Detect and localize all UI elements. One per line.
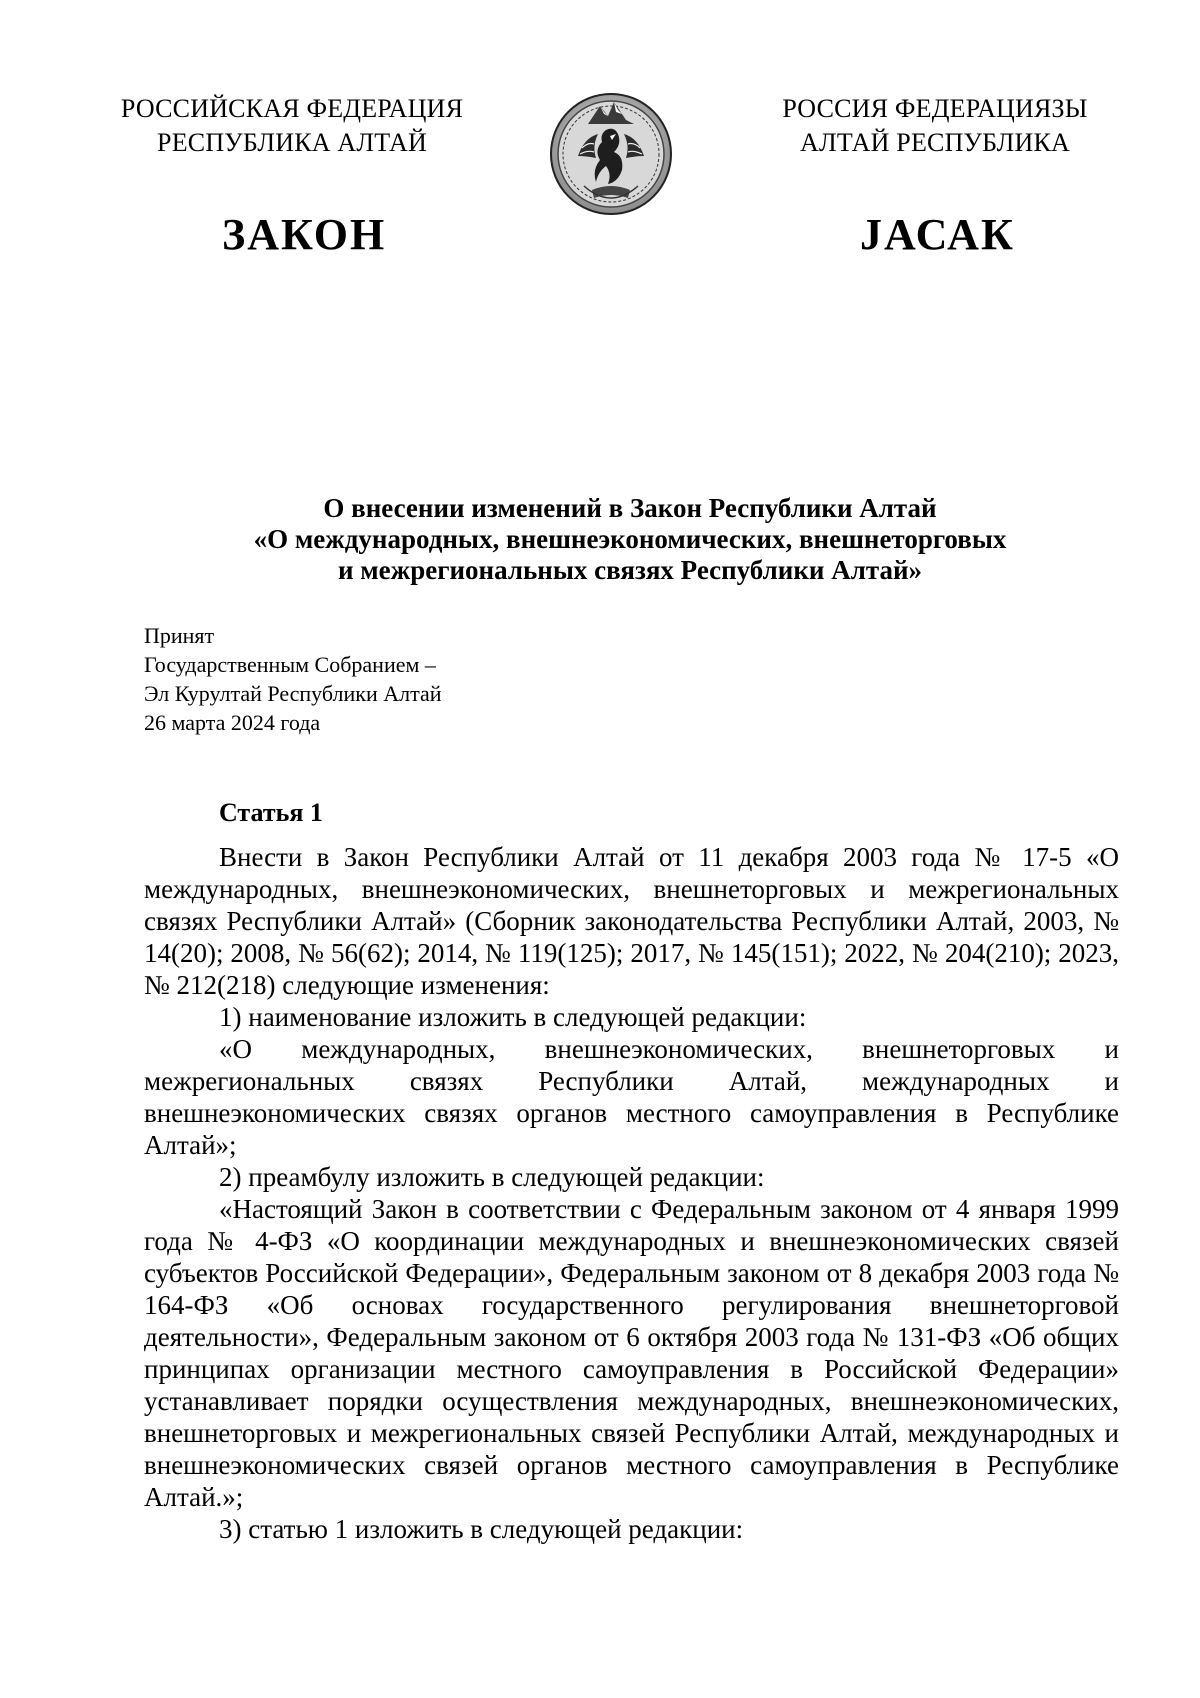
article-paragraph: 1) наименование изложить в следующей редакции: [219,1002,807,1032]
law-heading-alt: JАСАК [860,210,1015,259]
header-left-ru [92,92,492,160]
adoption-line-1: Принят [144,623,215,648]
law-title [140,493,1120,586]
title-line-3: и межрегиональных связях Республики Алтай» [337,555,923,585]
title-line-2: «О международных, внешнеэкономических, внешнеторговых [253,524,1007,554]
adoption-date: 26 марта 2024 года [144,710,321,735]
adoption-line-2: Государственным Собранием – [144,652,436,677]
article-paragraph: «О международных, внешнеэкономических, внешнеторговых и межрегиональных связях Республики Алтай, международных и внешнеэкономических связях органов местного самоуправления в Республике Алтай»; [144,1034,1119,1160]
header-right-line-1: РОССИЯ ФЕДЕРАЦИЯЗЫ [782,94,1088,123]
law-heading-ru: ЗАКОН [222,210,387,259]
header-left-line-2: РЕСПУБЛИКА АЛТАЙ [157,128,427,157]
article-paragraph: Внести в Закон Республики Алтай от 11 декабря 2003 года № 17-5 «О международных, внешнеэкономических, внешнеторговых и межрегиональных связях Республики Алтай» (Сборник законодательства Республики Алтай, 2003, № 14(20); 2008, № 56(62); 2014, № 119(125); 2017, № 145(151); 2022, № 204(210); 2023, № 212(218) следующие изменения: [144,842,1119,1000]
article-paragraph: 2) преамбулу изложить в следующей редакции: [219,1162,765,1192]
article-heading: Статья 1 [219,798,323,827]
adoption-line-3: Эл Курултай Республики Алтай [144,681,442,706]
article-paragraph: 3) статью 1 изложить в следующей редакции: [219,1514,744,1544]
header-left-line-1: РОССИЙСКАЯ ФЕДЕРАЦИЯ [120,94,464,123]
altai-coat-of-arms-emblem [548,86,674,226]
header-right-line-2: АЛТАЙ РЕСПУБЛИКА [800,128,1070,157]
header-right-alt [745,92,1125,160]
article-paragraph: «Настоящий Закон в соответствии с Федеральным законом от 4 января 1999 года № 4-ФЗ «О координации международных и внешнеэкономических связей субъектов Российской Федерации», Федеральным законом от 8 декабря 2003 года № 164-ФЗ «Об основах государственного регулирования внешнеторговой деятельности», Федеральным законом от 6 октября 2003 года № 131-ФЗ «Об общих принципах организации местного самоуправления в Российской Федерации» устанавливает порядки осуществления международных, внешнеэкономических, внешнеторговых и межрегиональных связей Республики Алтай, международных и внешнеэкономических связей органов местного самоуправления в Республике Алтай.»; [144,1194,1119,1512]
title-line-1: О внесении изменений в Закон Республики Алтай [323,493,937,523]
article-body [144,841,1119,1545]
adoption-block [144,621,442,737]
